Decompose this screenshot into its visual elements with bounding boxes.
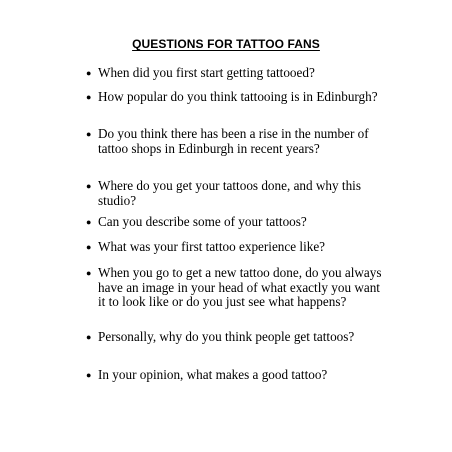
question-2: How popular do you think tattooing is in Edinburgh? [98,89,378,104]
question-3: Do you think there has been a rise in the number of tattoo shops in Edinburgh in recent years? [98,126,369,156]
question-7: When you go to get a new tattoo done, do you always have an image in your head of what exactly you want it to look like or do you just see what happens? [98,265,382,309]
question-6: What was your first tattoo experience like? [98,239,326,254]
bullet-icon: ● [86,332,92,342]
question-5: Can you describe some of your tattoos? [98,214,307,229]
question-4: Where do you get your tattoos done, and why this studio? [98,178,361,208]
question-9: In your opinion, what makes a good tattoo? [98,367,328,382]
bullet-icon: ● [86,68,92,78]
question-1: When did you first start getting tattooed? [98,65,315,80]
bullet-icon: ● [86,242,92,252]
bullet-icon: ● [86,181,92,191]
page-title: QUESTIONS FOR TATTOO FANS [132,37,320,51]
question-8: Personally, why do you think people get tattoos? [98,329,355,344]
bullet-icon: ● [86,217,92,227]
bullet-icon: ● [86,268,92,278]
bullet-icon: ● [86,92,92,102]
bullet-icon: ● [86,129,92,139]
bullet-icon: ● [86,370,92,380]
